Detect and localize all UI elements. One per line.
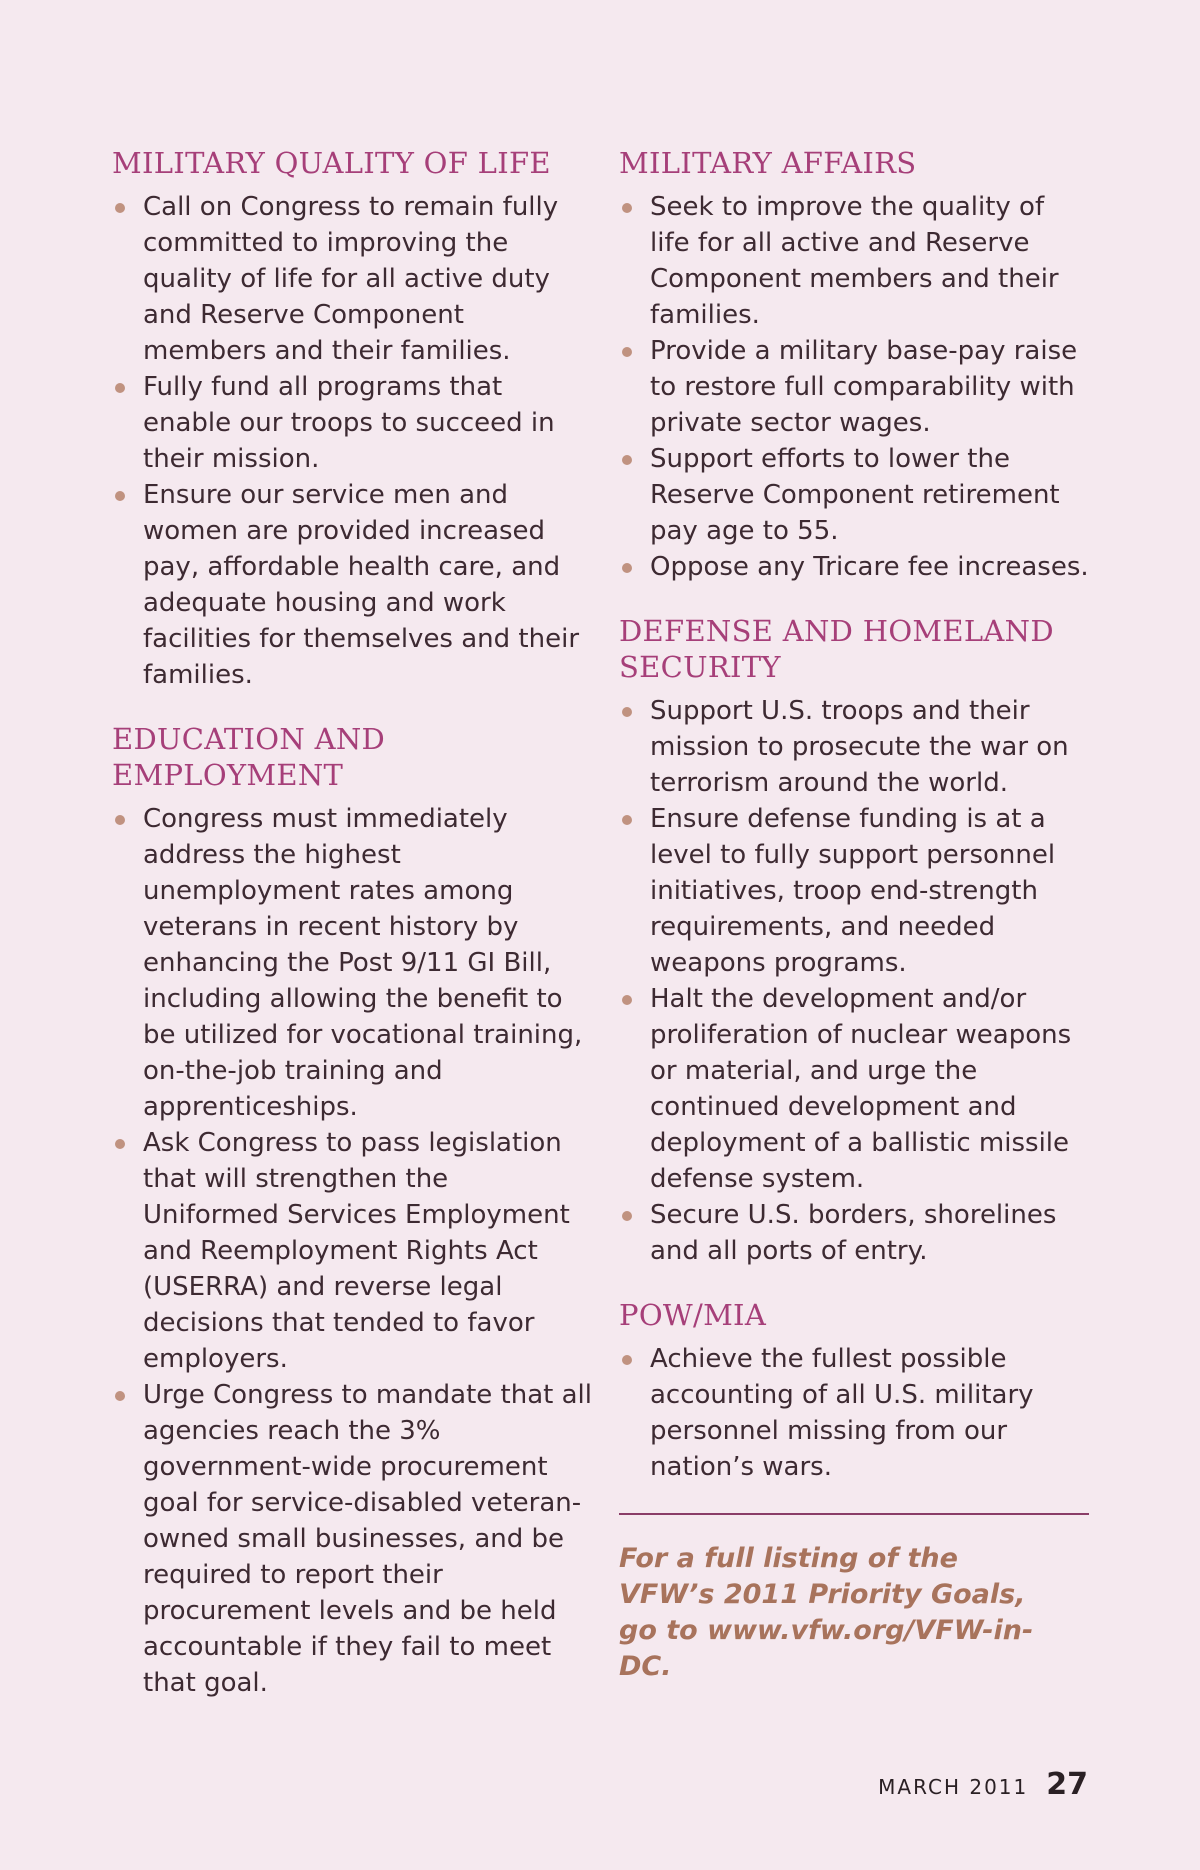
bullet-list [112,189,592,693]
section-heading: EDUCATION AND EMPLOYMENT [112,722,386,792]
bullet-dot-icon [622,563,632,573]
list-item-text: Support U.S. troops and their mission to prosecute the war on terrorism around the world. [650,696,1069,798]
list-item-text: Ensure our service men and women are provided increased pay, affordable health care, and adequate housing and work facilities for themselves and their families. [143,480,580,690]
list-item [112,801,592,1125]
list-item [619,981,1091,1197]
bullet-dot-icon [622,455,632,465]
section-heading: POW/MIA [619,1298,767,1332]
section-military-affairs [619,145,1091,585]
bullet-list [619,693,1091,1269]
bullet-list [619,189,1091,585]
section-heading: MILITARY QUALITY OF LIFE [112,146,551,180]
bullet-dot-icon [115,1139,125,1149]
list-item-text: Congress must immediately address the highest unemployment rates among veterans in recent history by enhancing the Post 9/11 GI Bill, including allowing the benefit to be utilized for vocational training, on-the-job training and apprenticeships. [143,804,583,1122]
section-military-quality-of-life [112,145,592,693]
page-footer [878,1767,1088,1802]
bullet-list [619,1341,1091,1485]
list-item [112,369,592,477]
bullet-dot-icon [622,1211,632,1221]
list-item-text: Fully fund all programs that enable our troops to succeed in their mission. [143,372,555,474]
bullet-dot-icon [115,383,125,393]
bullet-dot-icon [622,203,632,213]
divider [619,1513,1089,1515]
bullet-list [112,801,592,1701]
bullet-dot-icon [622,1355,632,1365]
list-item [112,189,592,369]
section-education-and-employment [112,721,592,1701]
list-item [619,549,1091,585]
bullet-dot-icon [622,707,632,717]
bullet-dot-icon [115,203,125,213]
bullet-dot-icon [622,347,632,357]
section-pow-mia [619,1297,1091,1485]
list-item-text: Support efforts to lower the Reserve Component retirement pay age to 55. [650,444,1060,546]
list-item [619,333,1091,441]
section-heading: DEFENSE AND HOMELAND SECURITY [619,614,1054,684]
list-item-text: Call on Congress to remain fully committed to improving the quality of life for all active duty and Reserve Component members and their families. [143,192,559,366]
list-item-text: Provide a military base-pay raise to restore full comparability with private sector wages. [650,336,1078,438]
list-item [112,1125,592,1377]
list-item [619,1341,1091,1485]
list-item-text: Seek to improve the quality of life for all active and Reserve Component members and their families. [650,192,1059,330]
list-item-text: Oppose any Tricare fee increases. [650,552,1089,582]
list-item-text: Ensure defense funding is at a level to fully support personnel initiatives, troop end-strength requirements, and needed weapons programs. [650,804,1056,978]
list-item [619,441,1091,549]
page-number: 27 [1046,1767,1088,1802]
list-item [619,189,1091,333]
right-column [619,145,1091,1685]
priority-goals-note: For a full listing of the VFW’s 2011 Priority Goals, go to www.vfw.org/VFW-in-DC. [619,1543,1034,1682]
list-item [619,1197,1091,1269]
section-defense-and-homeland-security [619,613,1091,1269]
list-item [112,1377,592,1701]
bullet-dot-icon [115,491,125,501]
section-heading: MILITARY AFFAIRS [619,146,917,180]
list-item [619,693,1091,801]
list-item-text: Ask Congress to pass legislation that will strengthen the Uniformed Services Employment and Reemployment Rights Act (USERRA) and reverse legal decisions that tended to favor employers. [143,1128,570,1374]
bullet-dot-icon [115,815,125,825]
bullet-dot-icon [115,1391,125,1401]
list-item-text: Halt the development and/or proliferation of nuclear weapons or material, and urge the continued development and deployment of a ballistic missile defense system. [650,984,1072,1194]
issue-date: MARCH 2011 [878,1775,1029,1799]
list-item [619,801,1091,981]
list-item [112,477,592,693]
list-item-text: Secure U.S. borders, shorelines and all ports of entry. [650,1200,1057,1266]
bullet-dot-icon [622,815,632,825]
list-item-text: Achieve the fullest possible accounting of all U.S. military personnel missing from our nation’s wars. [650,1344,1034,1482]
bullet-dot-icon [622,995,632,1005]
list-item-text: Urge Congress to mandate that all agencies reach the 3% government-wide procurement goal for service-disabled veteran-owned small businesses, and be required to report their procurement levels and be held accountable if they fail to meet that goal. [143,1380,592,1698]
left-column [112,145,592,1729]
